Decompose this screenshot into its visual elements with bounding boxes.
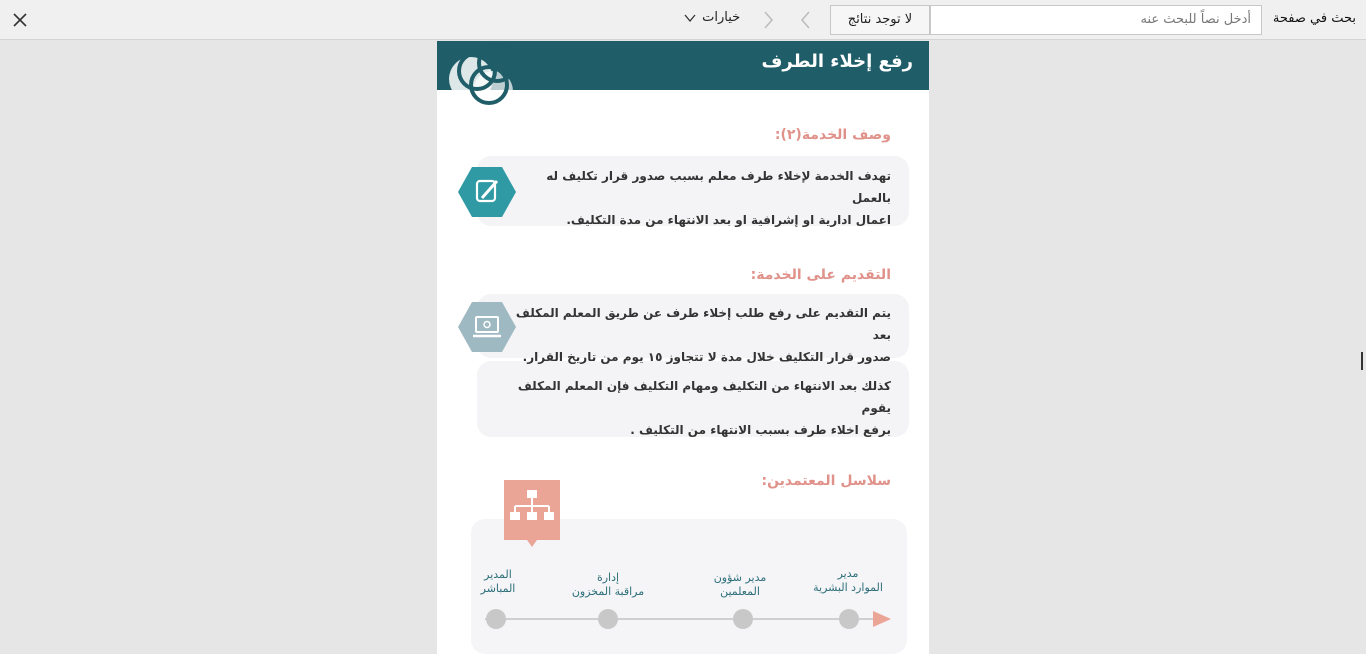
step-label: المباشر <box>480 582 516 595</box>
document-page <box>437 41 929 654</box>
description-line: تهدف الخدمة لإخلاء طرف معلم بسبب صدور قرار تكليف له بالعمل <box>546 169 891 205</box>
chevron-right-icon[interactable] <box>756 8 780 32</box>
step-label: مدير <box>837 567 859 580</box>
timeline-dot <box>733 609 753 629</box>
approvers-title: سلاسل المعتمدين: <box>761 473 891 489</box>
options-label: خيارات <box>702 10 741 25</box>
hierarchy-icon <box>504 480 560 550</box>
step-label: مراقبة المخزون <box>571 585 645 598</box>
chevron-left-icon[interactable] <box>794 8 818 32</box>
apply-line: صدور قرار التكليف خلال مدة لا تتجاوز ١٥ يوم من تاريخ القرار. <box>522 350 891 364</box>
apply-line: برفع اخلاء طرف بسبب الانتهاء من التكليف . <box>630 423 891 437</box>
step-label: المعلمين <box>720 585 760 598</box>
timeline-dot <box>598 609 618 629</box>
title-banner <box>437 41 929 90</box>
approver-step-3 <box>563 571 653 599</box>
find-status: لا توجد نتائج <box>830 5 930 35</box>
apply-text-2 <box>501 375 891 441</box>
step-label: الموارد البشرية <box>813 581 883 594</box>
find-bar <box>0 0 1366 40</box>
apply-title: التقديم على الخدمة: <box>750 267 891 283</box>
timeline-dot <box>839 609 859 629</box>
scrollbar-thumb[interactable] <box>1361 352 1363 370</box>
options-button[interactable] <box>684 10 740 25</box>
description-text <box>511 165 891 231</box>
approver-step-4 <box>453 568 543 596</box>
apply-line: يتم التقديم على رفع طلب إخلاء طرف عن طريق المعلم المكلف بعد <box>515 306 891 342</box>
approver-step-1 <box>803 567 893 595</box>
edit-icon <box>456 165 518 219</box>
chevron-down-icon <box>684 13 696 23</box>
timeline-dot <box>486 609 506 629</box>
find-input[interactable]: أدخل نصاً للبحث عنه <box>930 5 1262 35</box>
close-icon[interactable] <box>10 10 30 30</box>
description-title: وصف الخدمة(٢): <box>774 127 891 143</box>
timeline-arrow-icon <box>873 611 891 627</box>
approval-timeline <box>477 606 897 634</box>
rings-logo-icon <box>445 41 525 113</box>
find-label: بحث في صفحة <box>1272 11 1356 26</box>
apply-text-1 <box>501 302 891 368</box>
description-line: اعمال ادارية او إشرافية او بعد الانتهاء من مدة التكليف. <box>566 213 891 227</box>
apply-line: كذلك بعد الانتهاء من التكليف ومهام التكليف فإن المعلم المكلف يقوم <box>517 379 891 415</box>
step-label: المدير <box>484 568 512 581</box>
step-label: مدير شؤون <box>713 571 767 584</box>
monitor-icon <box>456 300 518 354</box>
step-label: إدارة <box>596 571 620 584</box>
approver-step-2 <box>695 571 785 599</box>
page-title: رفع إخلاء الطرف <box>761 51 913 72</box>
